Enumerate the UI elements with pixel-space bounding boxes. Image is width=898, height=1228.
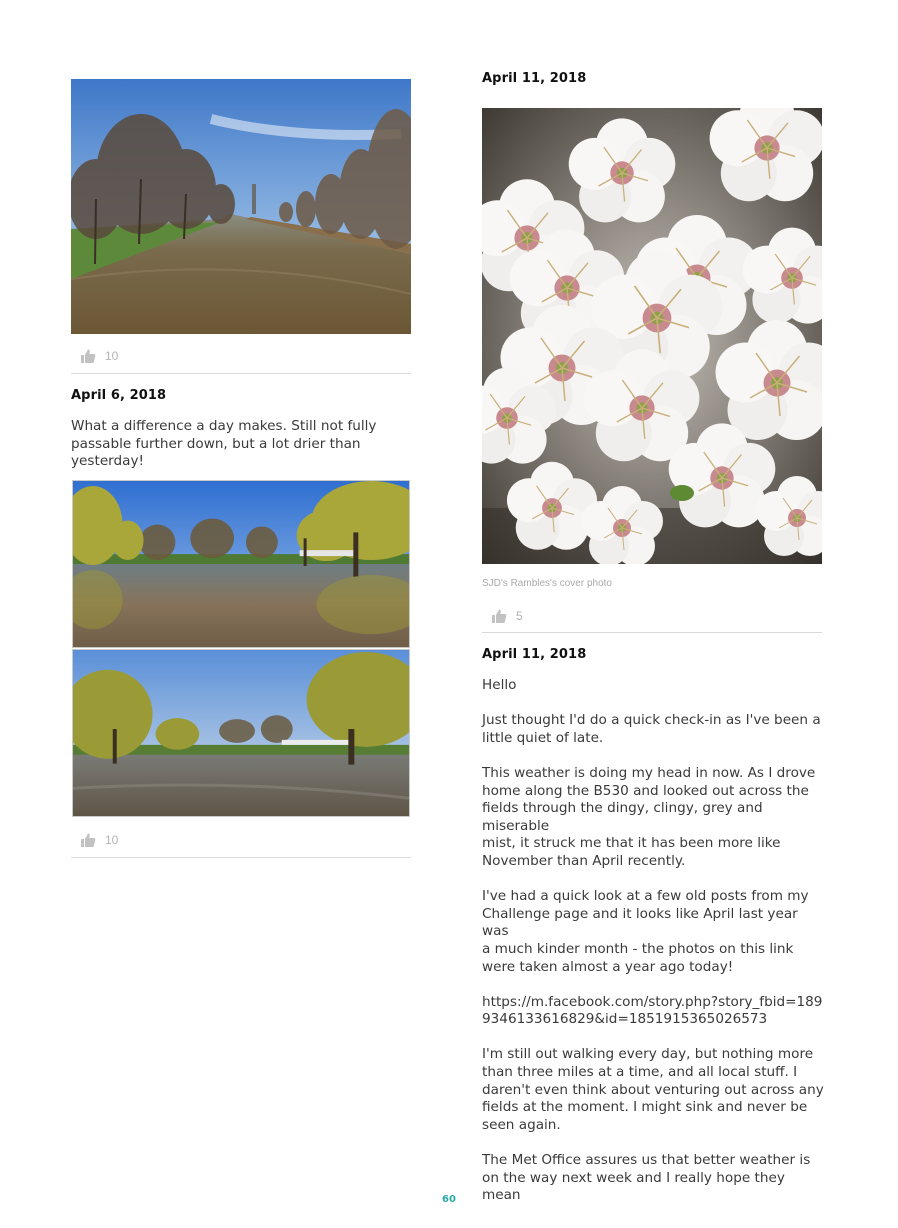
thumbs-up-icon [80, 832, 96, 848]
like-count[interactable] [80, 345, 118, 367]
post-divider [71, 857, 411, 858]
post-link[interactable]: 9346133616829&id=1851915365026573 [482, 1011, 768, 1028]
like-count[interactable] [491, 605, 523, 627]
blossom-cover-photo [482, 108, 822, 564]
post-date: April 11, 2018 [482, 647, 587, 662]
like-count-value: 5 [516, 609, 523, 623]
like-count-value: 10 [105, 833, 119, 847]
post-divider [71, 373, 411, 374]
post-link[interactable]: https://m.facebook.com/story.php?story_fbid=189 [482, 993, 823, 1010]
flooded-park-photo-1 [72, 480, 410, 648]
like-count-value: 10 [105, 349, 119, 363]
like-count[interactable] [80, 829, 118, 851]
page-number: 60 [442, 1194, 456, 1205]
post-date: April 6, 2018 [71, 388, 167, 403]
post-text: Hello Just thought I'd do a quick check-in as I've been a little quiet of late. This weather is doing my head in now. As I drove home along the B530 and looked out across the fields through the dingy, clingy, grey and miserable mist, it struck me that it has been more like November than April recently. I've had a quick look at a few old posts from my Challenge page and it looks like April last year was a much kinder month - the photos on this link were taken almost a year ago today! https://m.facebook.com/story.php?story_fbid=189 9346133616829&id=1851915365026573 I'm still out walking every day, but nothing more than three miles at a time, and all local stuff. I daren't even think about venturing out across any fields at the moment. I might sink and never be seen again. The Met Office assures us that better weather is on the way next week and I really hope they mean [482, 677, 827, 1205]
photo-caption: SJD's Rambles's cover photo [482, 578, 612, 589]
thumbs-up-icon [491, 608, 507, 624]
post-text: What a difference a day makes. Still not fully passable further down, but a lot drier than yesterday! [71, 418, 377, 470]
post-date: April 11, 2018 [482, 71, 587, 86]
thumbs-up-icon [80, 348, 96, 364]
flooded-park-photo-2 [72, 649, 410, 817]
post-divider [482, 632, 822, 633]
flood-river-photo [71, 79, 411, 334]
